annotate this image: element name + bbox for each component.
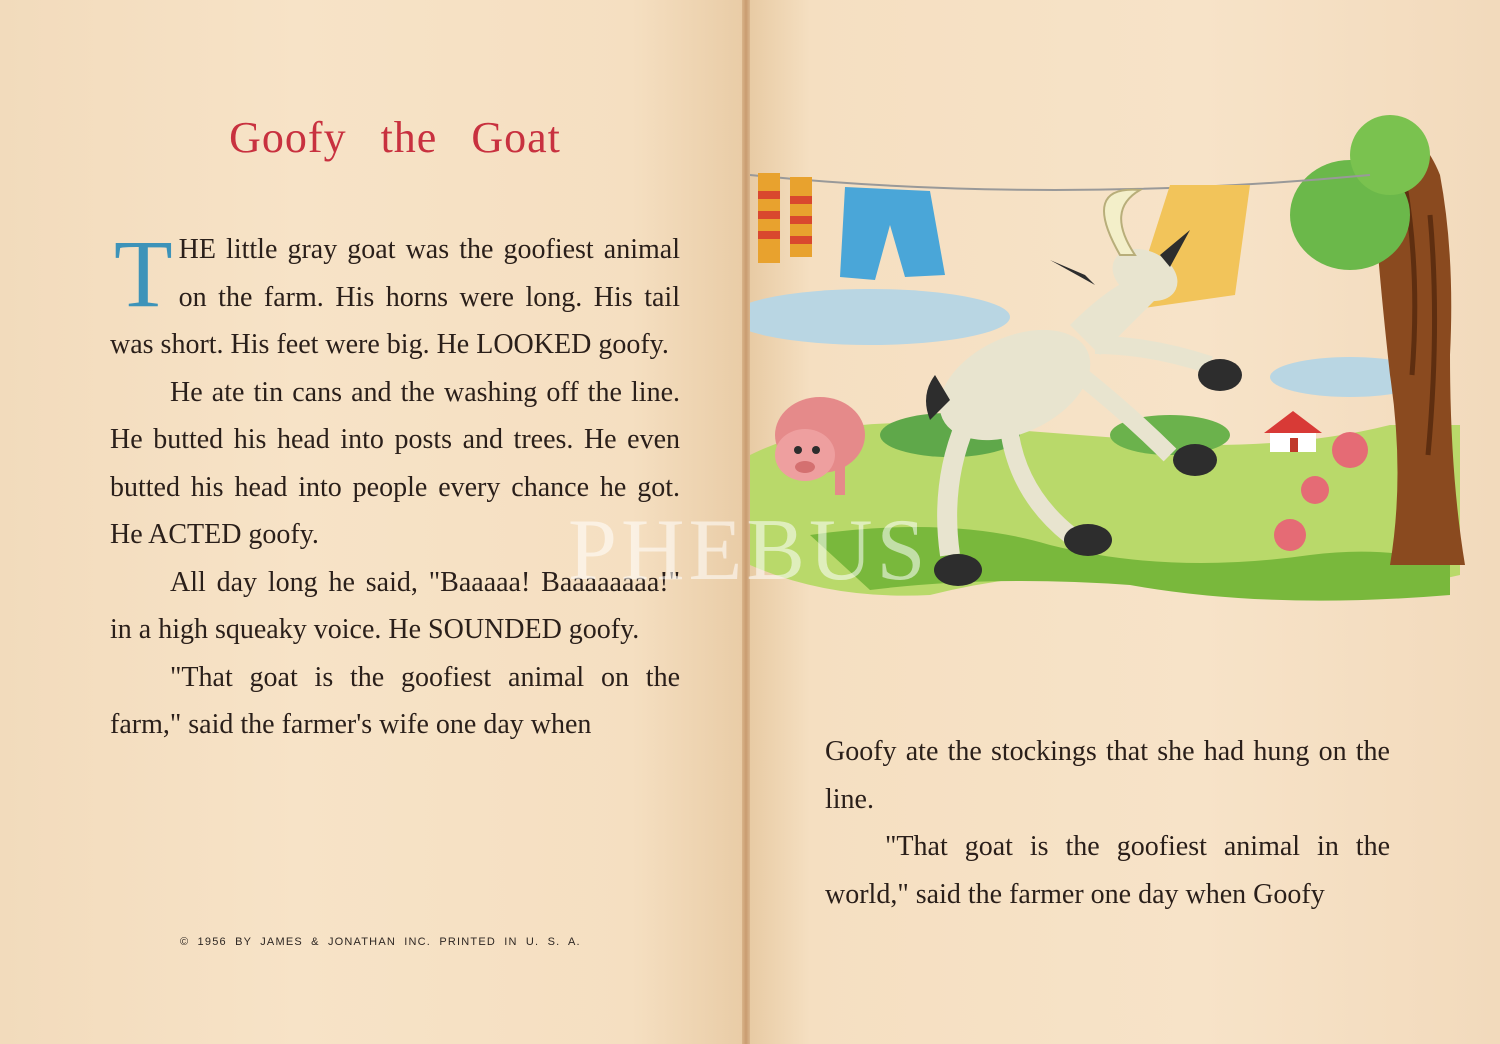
story-title: Goofy the Goat	[229, 113, 561, 162]
tree-foliage	[1350, 115, 1430, 195]
paragraph: All day long he said, "Baaaaa! Baaaaaaaa!" in a high squeaky voice. He SOUNDED goofy.	[110, 566, 680, 645]
watermark: PHEBUS	[568, 502, 930, 599]
paragraph-text: HE little gray goat was the goofiest animal on the farm. His horns were long. His tail was short. His feet were big. He LOOKED goofy.	[110, 234, 680, 360]
blue-shorts-icon	[840, 187, 945, 280]
paragraph: "That goat is the goofiest animal on the farm," said the farmer's wife one day when	[110, 661, 680, 740]
paragraph: He ate tin cans and the washing off the line. He butted his head into posts and trees. He even butted his head into people every chance he got. He ACTED goofy.	[110, 376, 680, 550]
drop-cap: T	[114, 220, 173, 327]
clothesline	[750, 175, 1370, 190]
copyright-line: © 1956 BY JAMES & JONATHAN INC. PRINTED IN U. S. A.	[180, 936, 581, 948]
cloud	[750, 289, 1010, 345]
left-page-text	[110, 220, 680, 749]
paragraph: "That goat is the goofiest animal in the world," said the farmer one day when Goofy	[825, 831, 1390, 910]
barn-icon	[1264, 411, 1322, 452]
paragraph	[110, 220, 680, 369]
paragraph: Goofy ate the stockings that she had hung on the line.	[825, 736, 1390, 815]
striped-socks-icon	[758, 173, 812, 263]
right-page-text	[825, 728, 1390, 918]
